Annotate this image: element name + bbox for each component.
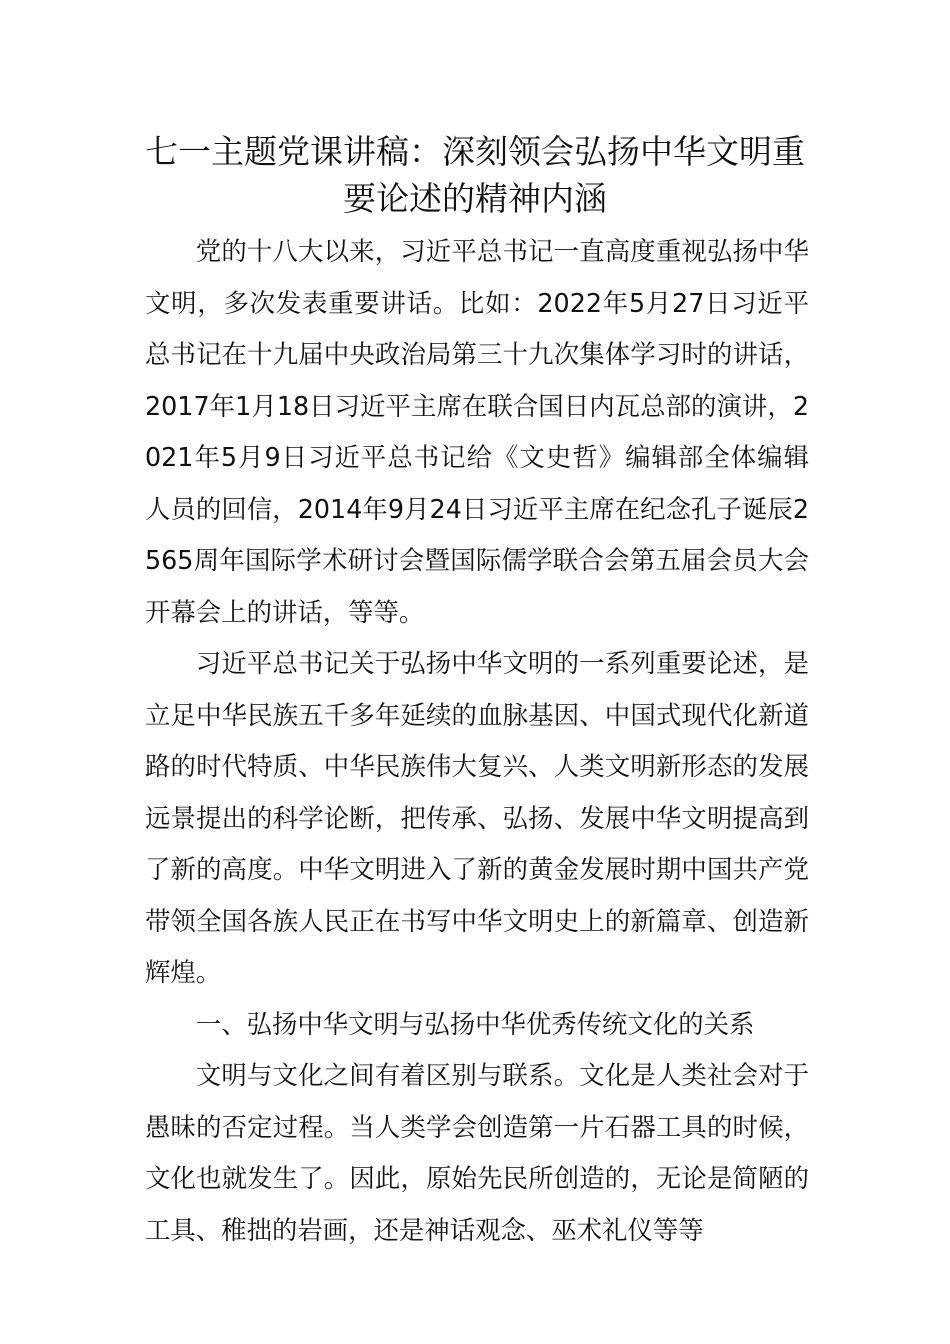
paragraph-significance: 习近平总书记关于弘扬中华文明的一系列重要论述，是立足中华民族五千多年延续的血脉基因、中国式现代化新道路的时代特质、中华民族伟大复兴、人类文明新形态的发展远景提出的科学论断，把传承、弘扬、发展中华文明提高到了新的高度。中华文明进入了新的黄金发展时期中国共产党带领全国各族人民正在书写中华文明史上的新篇章、创造新辉煌。 — [145, 648, 809, 987]
paragraph-intro: 党的十八大以来，习近平总书记一直高度重视弘扬中华文明，多次发表重要讲话。比如：2022年5月27日习近平总书记在十九届中央政治局第三十九次集体学习时的讲话，2017年1月18日习近平主席在联合国日内瓦总部的演讲，2021年5月9日习近平总书记给《文史哲》编辑部全体编辑人员的回信，2014年9月24日习近平主席在纪念孔子诞辰2565周年国际学术研讨会暨国际儒学联合会第五届会员大会开幕会上的讲话，等等。 — [145, 236, 809, 627]
document-title: 七一主题党课讲稿：深刻领会弘扬中华文明重要论述的精神内涵 — [145, 132, 805, 218]
document-body — [145, 226, 809, 1256]
paragraph-civilization-culture: 文明与文化之间有着区别与联系。文化是人类社会对于愚昧的否定过程。当人类学会创造第一片石器工具的时候，文化也就发生了。因此，原始先民所创造的，无论是简陋的工具、稚拙的岩画，还是神话观念、巫术礼仪等等 — [145, 1060, 809, 1245]
section-heading: 一、弘扬中华文明与弘扬中华优秀传统文化的关系 — [195, 1008, 755, 1039]
